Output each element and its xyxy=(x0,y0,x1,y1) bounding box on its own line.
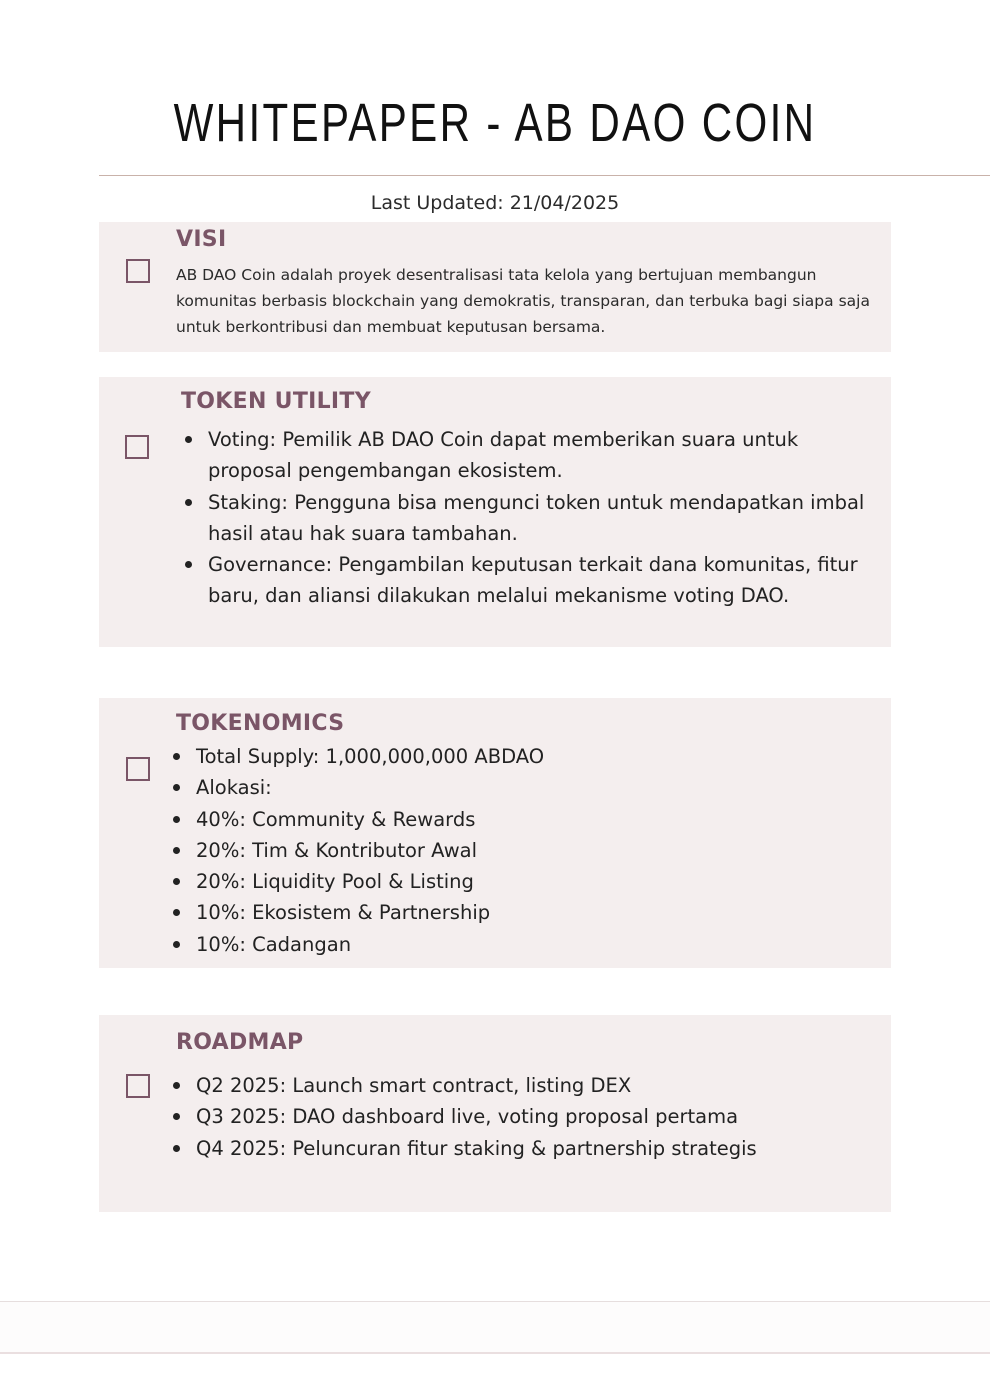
list-item: Voting: Pemilik AB DAO Coin dapat memberikan suara untuk proposal pengembangan ekosistem. xyxy=(181,424,881,487)
list-item: Q4 2025: Peluncuran fitur staking & partnership strategis xyxy=(169,1133,869,1164)
list-item: 20%: Liquidity Pool & Listing xyxy=(169,866,869,897)
list-item: Q2 2025: Launch smart contract, listing DEX xyxy=(169,1070,869,1101)
list-item: Total Supply: 1,000,000,000 ABDAO xyxy=(169,741,869,772)
list-item: 10%: Ekosistem & Partnership xyxy=(169,897,869,928)
roadmap-list xyxy=(169,1070,869,1164)
tokenomics-checkbox[interactable] xyxy=(126,757,150,781)
document-title: WHITEPAPER - AB DAO COIN xyxy=(173,93,817,153)
list-item: Governance: Pengambilan keputusan terkait dana komunitas, fitur baru, dan aliansi dilakukan melalui mekanisme voting DAO. xyxy=(181,549,881,612)
visi-section xyxy=(99,222,891,352)
title-divider xyxy=(99,175,990,176)
roadmap-checkbox[interactable] xyxy=(126,1074,150,1098)
footer-band xyxy=(0,1302,990,1352)
visi-checkbox[interactable] xyxy=(126,259,150,283)
list-item: Q3 2025: DAO dashboard live, voting proposal pertama xyxy=(169,1101,869,1132)
list-item: 20%: Tim & Kontributor Awal xyxy=(169,835,869,866)
visi-heading: VISI xyxy=(176,227,227,252)
roadmap-section xyxy=(99,1015,891,1212)
visi-description: AB DAO Coin adalah proyek desentralisasi tata kelola yang bertujuan membangun komunitas berbasis blockchain yang demokratis, transparan, dan terbuka bagi siapa saja untuk berkontribusi dan membuat keputusan bersama. xyxy=(176,266,870,336)
list-item: Alokasi: xyxy=(169,772,869,803)
token-utility-list xyxy=(181,424,881,612)
list-item: Staking: Pengguna bisa mengunci token untuk mendapatkan imbal hasil atau hak suara tambahan. xyxy=(181,487,881,550)
tokenomics-list xyxy=(169,741,869,960)
list-item: 40%: Community & Rewards xyxy=(169,804,869,835)
token-utility-heading: TOKEN UTILITY xyxy=(181,389,371,414)
footer-divider-bottom xyxy=(0,1352,990,1354)
token-utility-checkbox[interactable] xyxy=(125,435,149,459)
tokenomics-heading: TOKENOMICS xyxy=(176,711,345,736)
token-utility-section xyxy=(99,377,891,647)
list-item: 10%: Cadangan xyxy=(169,929,869,960)
roadmap-heading: ROADMAP xyxy=(176,1030,304,1055)
last-updated-text: Last Updated: 21/04/2025 xyxy=(370,192,620,214)
tokenomics-section xyxy=(99,698,891,968)
